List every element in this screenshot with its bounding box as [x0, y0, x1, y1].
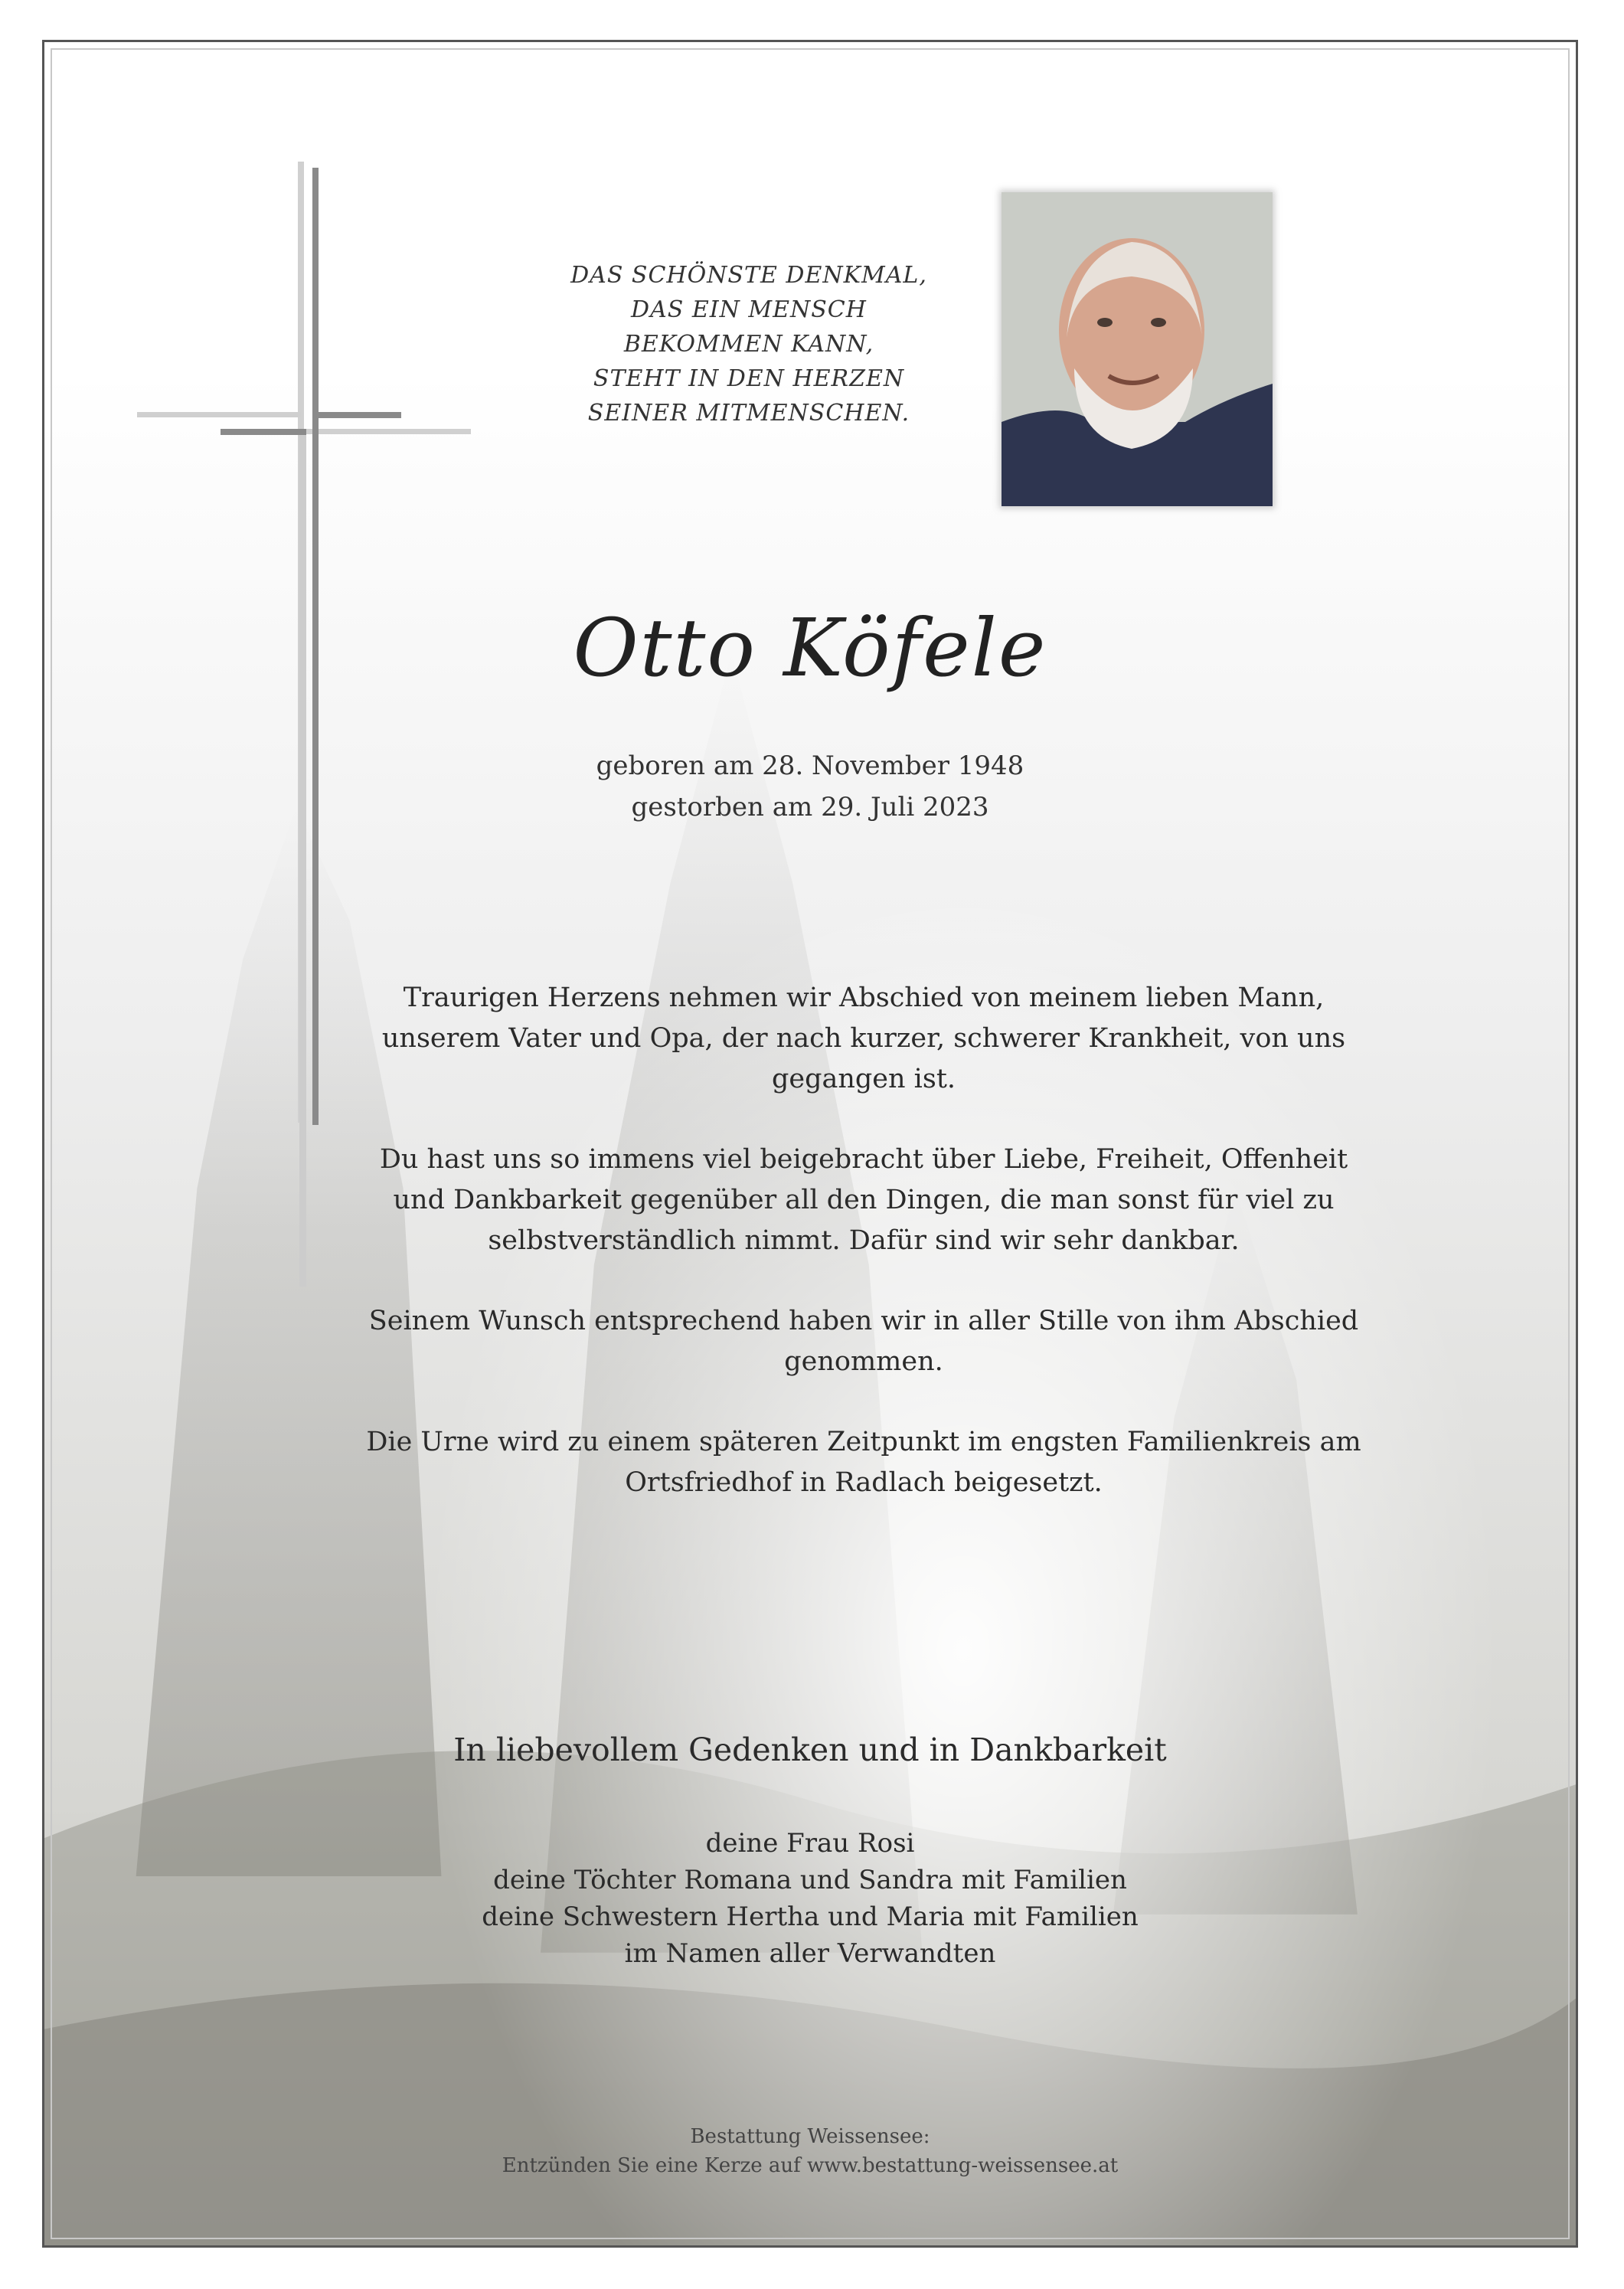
footer [44, 2122, 1576, 2180]
death-date: gestorben am 29. Juli 2023 [631, 792, 989, 822]
quote-line: DAS EIN MENSCH [631, 296, 867, 323]
candle-link-text[interactable]: Entzünden Sie eine Kerze auf www.bestattung-weissensee.at [502, 2154, 1119, 2177]
mourner: deine Schwestern Hertha und Maria mit Familien [482, 1902, 1139, 1932]
quote-line: DAS SCHÖNSTE DENKMAL, [570, 262, 927, 289]
paragraph: Seinem Wunsch entsprechend haben wir in aller Stille von ihm Abschied genommen. [368, 1306, 1359, 1377]
closing-line: In liebevollem Gedenken und in Dankbarkeit [453, 1731, 1167, 1768]
mourners-list [44, 1825, 1576, 1972]
portrait-illustration [1002, 192, 1273, 506]
memorial-quote [534, 258, 963, 430]
quote-line: BEKOMMEN KANN, [623, 331, 874, 358]
quote-line: STEHT IN DEN HERZEN [593, 365, 905, 392]
obituary-card [42, 40, 1578, 2248]
life-dates [44, 745, 1576, 828]
deceased-name: Otto Köfele [573, 601, 1047, 695]
paragraph: Du hast uns so immens viel beigebracht über Liebe, Freiheit, Offenheit und Dankbarkeit gegenüber all den Dingen, die man sonst für viel zu selbstverständlich nimmt. Dafür sind wir sehr dankbar. [379, 1144, 1348, 1256]
mourner: im Namen aller Verwandten [624, 1938, 996, 1969]
quote-line: SEINER MITMENSCHEN. [587, 400, 910, 427]
paragraph: Traurigen Herzens nehmen wir Abschied von meinem lieben Mann, unserem Vater und Opa, der nach kurzer, schwerer Krankheit, von uns gegangen ist. [381, 983, 1346, 1094]
funeral-home: Bestattung Weissensee: [690, 2125, 930, 2148]
mourner: deine Töchter Romana und Sandra mit Familien [493, 1865, 1127, 1895]
obituary-text [366, 978, 1361, 1543]
paragraph: Die Urne wird zu einem späteren Zeitpunkt im engsten Familienkreis am Ortsfriedhof in Radlach beigesetzt. [366, 1427, 1361, 1498]
mourner: deine Frau Rosi [705, 1828, 915, 1859]
birth-date: geboren am 28. November 1948 [596, 750, 1024, 781]
portrait-photo [1002, 192, 1273, 506]
